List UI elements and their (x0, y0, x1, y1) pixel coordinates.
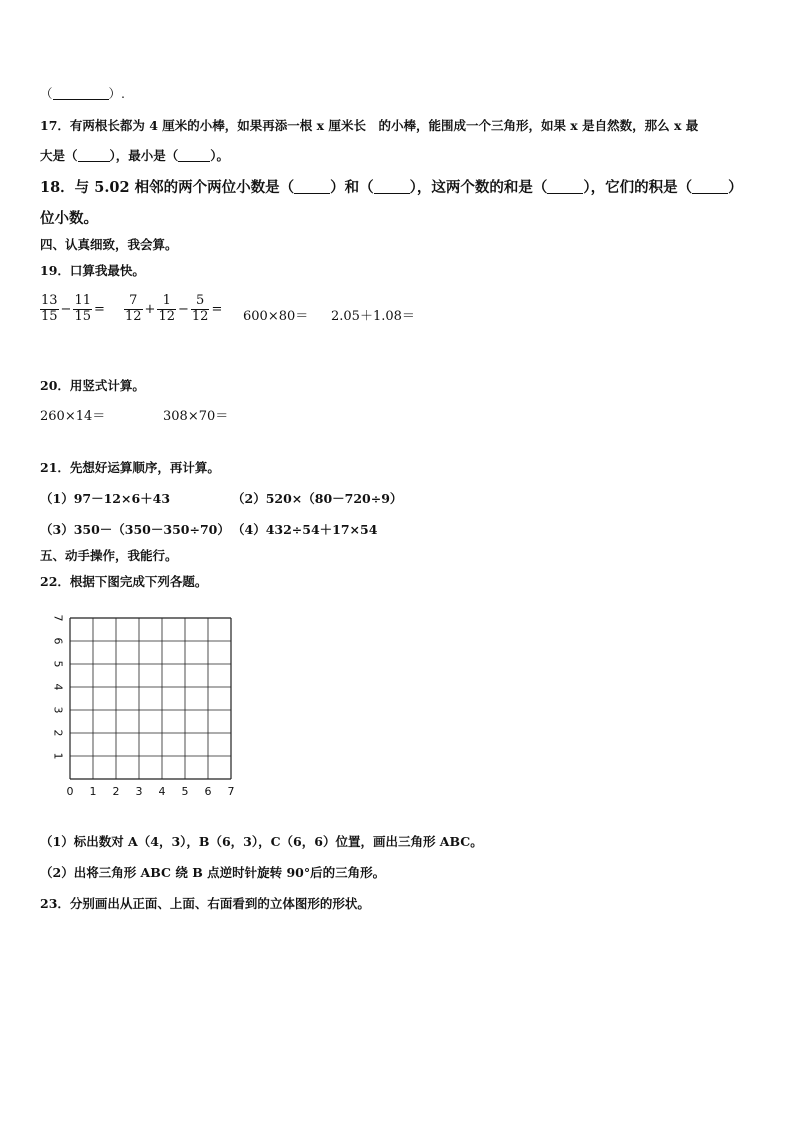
q19-expr-1: $\frac{13}{15}$ − $\frac{11}{15}$ = (41, 293, 105, 324)
y-tick-label: 1 (51, 752, 65, 760)
q22-sub-1: （1）标出数对 A（4，3），B（6，3），C（6，6）位置，画出三角形 ABC。 (40, 834, 483, 849)
answer-blank[interactable] (53, 87, 109, 100)
q19-expr-2: $\frac{7}{12}$ + $\frac{1}{12}$ − $\frac{5}{12}$ = (125, 293, 223, 324)
y-tick-label: 2 (51, 729, 65, 737)
q21-part-4: （4）432÷54＋17×54 (232, 522, 378, 537)
continuation-line (40, 84, 125, 102)
paren-open: （ (40, 86, 53, 101)
answer-blank-3[interactable] (547, 181, 583, 194)
answer-blank-4[interactable] (692, 181, 728, 194)
q21-part-3: （3）350－（350－350÷70） (40, 522, 230, 537)
q17-line1: 17．有两根长都为 4 厘米的小棒，如果再添一根 x 厘米长 的小棒，能围成一个三角形，如果 x 是自然数，那么 x 最 (40, 118, 699, 133)
fraction: $\frac{11}{15}$ (74, 293, 91, 324)
paren-close: ）. (108, 86, 125, 101)
fraction: $\frac{13}{15}$ (41, 293, 58, 324)
x-tick-label: 4 (158, 785, 166, 798)
q22-sub-2: （2）出将三角形 ABC 绕 B 点逆时针旋转 90°后的三角形。 (40, 865, 386, 880)
x-tick-label: 2 (112, 785, 120, 798)
q18-line2: 位小数。 (40, 210, 98, 227)
q18-line1: 18．与 5.02 相邻的两个两位小数是（ ）和（ ），这两个数的和是（ ），它们的积是（ ） (40, 179, 743, 196)
q19-expr-3: 600×80＝ (243, 309, 309, 324)
q19-title: 19．口算我最快。 (40, 263, 145, 278)
y-tick-label: 5 (51, 660, 65, 668)
q22-title: 22．根据下图完成下列各题。 (40, 574, 208, 589)
answer-blank-1[interactable] (294, 181, 330, 194)
y-tick-label: 4 (51, 683, 65, 691)
answer-blank-max[interactable] (78, 149, 110, 162)
q23-title: 23．分别画出从正面、上面、右面看到的立体图形的形状。 (40, 896, 370, 911)
q19-expr-4: 2.05＋1.08＝ (331, 309, 415, 324)
x-tick-label: 0 (66, 785, 74, 798)
x-tick-label: 6 (204, 785, 212, 798)
q21-part-1: （1）97－12×6＋43 (40, 491, 171, 506)
x-tick-label: 7 (227, 785, 235, 798)
answer-blank-min[interactable] (178, 149, 210, 162)
q21-title: 21．先想好运算顺序，再计算。 (40, 460, 220, 475)
x-axis-labels (67, 785, 235, 798)
q20-expr-1: 260×14＝ (40, 409, 106, 424)
coordinate-grid (50, 614, 250, 810)
x-tick-label: 3 (135, 785, 143, 798)
y-axis-labels (52, 615, 65, 760)
y-tick-label: 3 (51, 706, 65, 714)
grid-lines (70, 618, 231, 779)
fraction: $\frac{1}{12}$ (158, 293, 175, 324)
answer-blank-2[interactable] (374, 181, 410, 194)
x-tick-label: 5 (181, 785, 189, 798)
x-tick-label: 1 (89, 785, 97, 798)
q20-title: 20．用竖式计算。 (40, 378, 145, 393)
section-5-heading: 五、动手操作，我能行。 (40, 548, 178, 563)
q20-expr-2: 308×70＝ (163, 409, 229, 424)
q17-line2: 大是（ ），最小是（ ）。 (40, 148, 230, 163)
fraction: $\frac{5}{12}$ (191, 293, 209, 324)
fraction: $\frac{7}{12}$ (125, 293, 142, 324)
q21-part-2: （2）520×（80－720÷9） (232, 491, 403, 506)
y-tick-label: 6 (51, 637, 65, 645)
y-tick-label: 7 (51, 614, 65, 622)
section-4-heading: 四、认真细致，我会算。 (40, 237, 178, 252)
